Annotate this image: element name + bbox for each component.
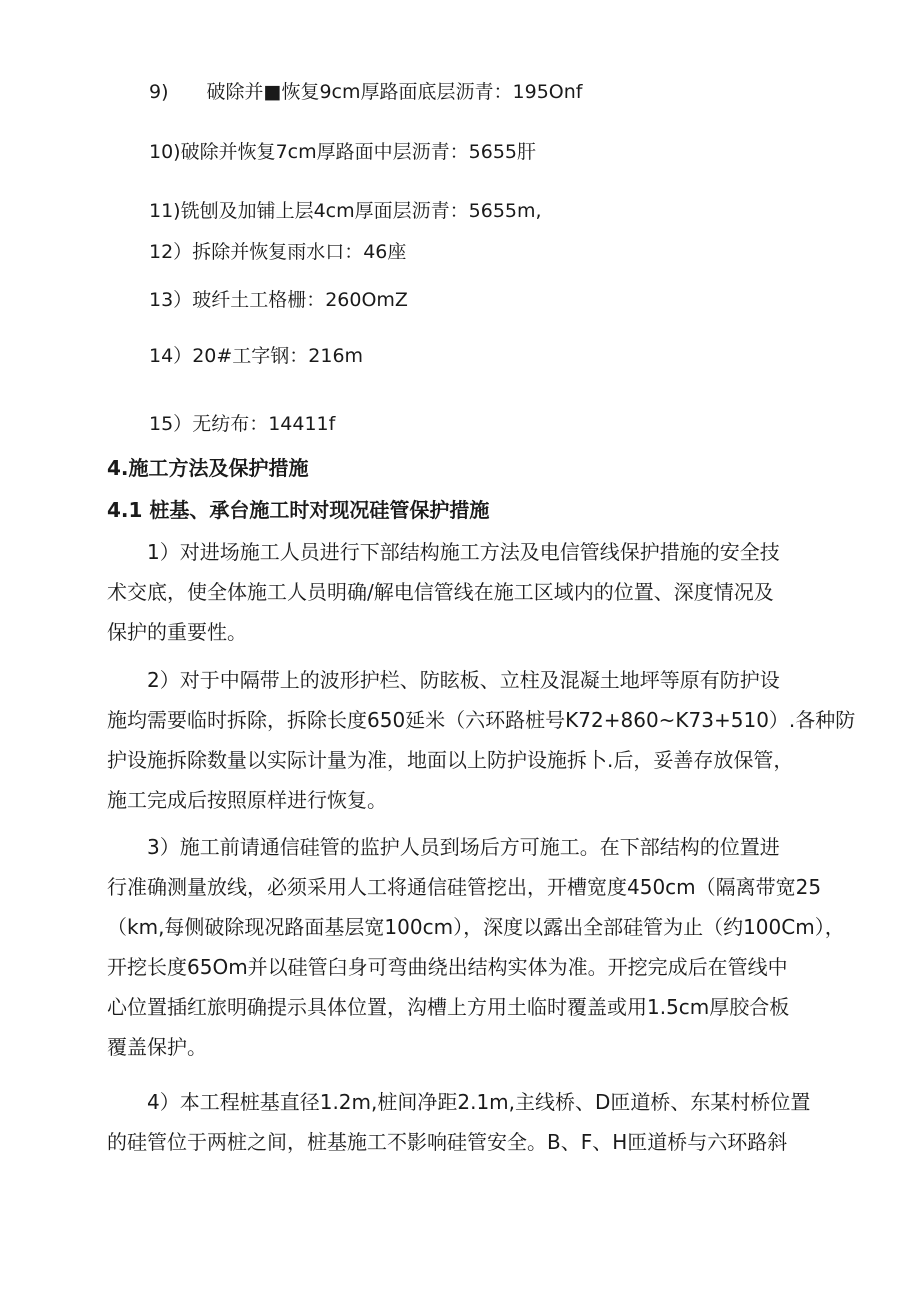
paragraph-line: 4）本工程桩基直径1.2m,桩间净距2.1m,主线桥、D匝道桥、东某村桥位置	[147, 1090, 811, 1114]
paragraph-line: 术交底，使全体施工人员明确/解电信管线在施工区域内的位置、深度情况及	[107, 580, 774, 604]
list-item-number: 9)	[149, 81, 169, 103]
list-item-text: 无纺布：14411f	[192, 413, 336, 435]
list-item-text: 玻纤土工格栅：260OmZ	[192, 289, 408, 311]
list-item-11	[149, 199, 542, 223]
list-item-text: 拆除并恢复雨水口：46座	[192, 241, 407, 263]
list-item-12	[149, 240, 406, 264]
list-item-10	[149, 140, 536, 164]
paragraph-line: 护设施拆除数量以实际计量为准，地面以上防护设施拆卜.后，妥善存放保管，	[107, 748, 794, 772]
list-item-text: 破除并■恢复9cm厚路面底层沥青：195Onf	[206, 81, 583, 103]
list-item-number: 15）	[149, 413, 193, 435]
list-item-text: 20#工字钢：216m	[192, 345, 364, 367]
paragraph-line: 心位置插红旅明确提示具体位置，沟槽上方用土临时覆盖或用1.5cm厚胶合板	[107, 995, 790, 1019]
paragraph-line: 2）对于中隔带上的波形护栏、防眩板、立柱及混凝土地坪等原有防护设	[147, 668, 780, 692]
list-item-9	[149, 80, 582, 104]
list-item-13	[149, 288, 408, 312]
list-item-14	[149, 344, 363, 368]
paragraph-line: 施工完成后按照原样进行恢复。	[107, 788, 387, 812]
list-item-text: 铣刨及加铺上层4cm厚面层沥青：5655m,	[180, 200, 542, 222]
paragraph-line: 保护的重要性。	[107, 620, 247, 644]
paragraph-line: 的硅管位于两桩之间，桩基施工不影响硅管安全。B、F、H匝道桥与六环路斜	[107, 1130, 788, 1154]
list-item-number: 14）	[149, 345, 193, 367]
paragraph-line: 施均需要临时拆除，拆除长度650延米（六环路桩号K72+860~K73+510）.各种防	[107, 708, 856, 732]
list-item-number: 10)	[149, 141, 181, 163]
section-heading: 4.施工方法及保护措施	[107, 456, 309, 480]
paragraph-line: 覆盖保护。	[107, 1035, 207, 1059]
subsection-heading: 4.1 桩基、承台施工时对现况硅管保护措施	[107, 498, 490, 522]
paragraph-line: 1）对进场施工人员进行下部结构施工方法及电信管线保护措施的安全技	[147, 540, 780, 564]
list-item-text: 破除并恢复7cm厚路面中层沥青：5655肝	[180, 141, 536, 163]
list-item-number: 11)	[149, 200, 181, 222]
list-item-number: 12）	[149, 241, 193, 263]
paragraph-line: （km,每侧破除现况路面基层宽100cm），深度以露出全部硅管为止（约100Cm），	[107, 915, 845, 939]
paragraph-2	[107, 660, 856, 820]
list-item-15	[149, 412, 335, 436]
paragraph-line: 3）施工前请通信硅管的监护人员到场后方可施工。在下部结构的位置进	[147, 835, 780, 859]
paragraph-3	[107, 827, 843, 1067]
paragraph-1	[107, 532, 843, 652]
list-item-number: 13）	[149, 289, 193, 311]
paragraph-4	[107, 1082, 843, 1162]
paragraph-line: 开挖长度65Om并以硅管臼身可弯曲绕出结构实体为准。开挖完成后在管线中	[107, 955, 788, 979]
paragraph-line: 行准确测量放线，必须采用人工将通信硅管挖出，开槽宽度450cm（隔离带宽25	[107, 875, 822, 899]
